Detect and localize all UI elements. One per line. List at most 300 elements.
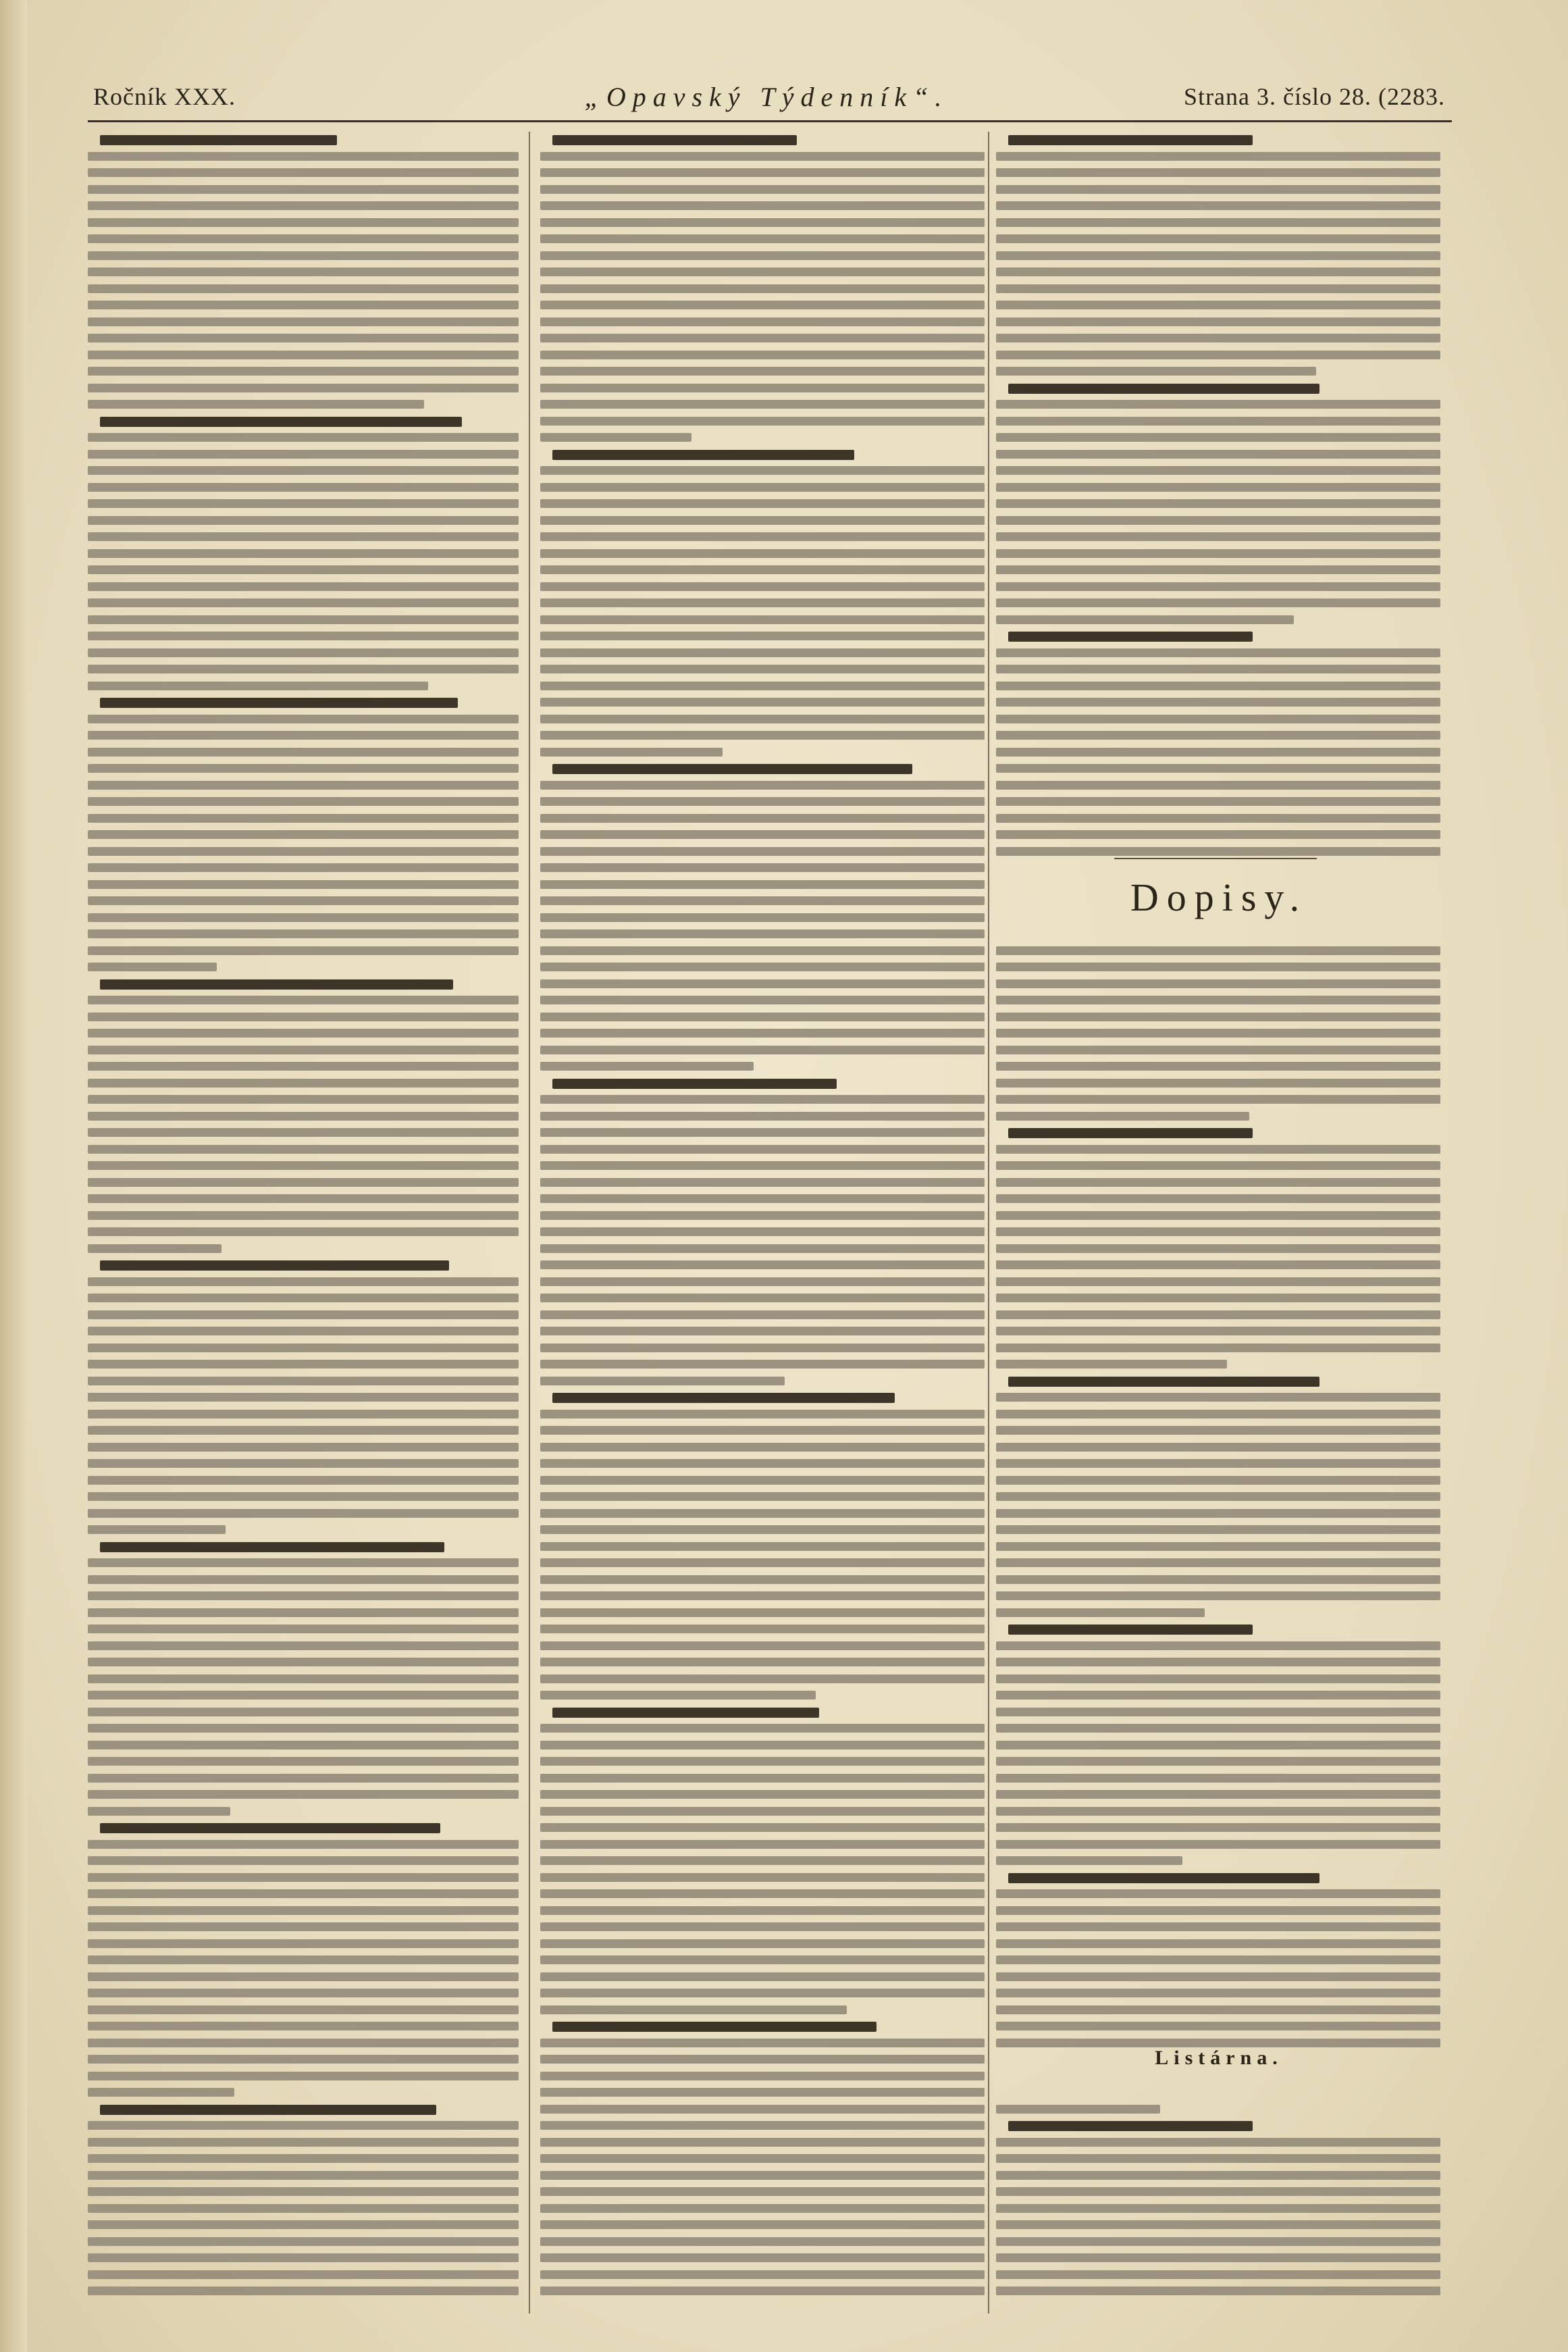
- text-line: [540, 2171, 985, 2180]
- text-line: [996, 2005, 1440, 2014]
- article-heading-line: [552, 2022, 877, 2032]
- text-line: [996, 847, 1440, 856]
- text-line: [540, 1443, 985, 1452]
- text-line: [88, 1691, 519, 1699]
- text-line: [996, 400, 1440, 409]
- text-line: [88, 1128, 519, 1137]
- text-line: [540, 598, 985, 607]
- volume-label: Ročník XXX.: [93, 83, 236, 110]
- text-line: [540, 1509, 985, 1518]
- text-line: [996, 2187, 1440, 2196]
- text-line: [996, 1757, 1440, 1766]
- text-line: [540, 2005, 847, 2014]
- text-line: [996, 1708, 1440, 1716]
- text-line: [88, 1906, 519, 1915]
- text-line: [540, 1410, 985, 1418]
- text-line: [540, 665, 985, 673]
- text-line: [88, 549, 519, 558]
- text-line: [540, 301, 985, 309]
- text-line: [996, 1641, 1440, 1650]
- text-line: [88, 1227, 519, 1236]
- text-line: [88, 1774, 519, 1783]
- text-line: [540, 1145, 985, 1154]
- text-line: [540, 1823, 985, 1832]
- text-line: [88, 1757, 519, 1766]
- article-heading-line: [552, 450, 854, 460]
- text-line: [88, 1989, 519, 1997]
- text-line: [88, 532, 519, 541]
- text-line: [996, 582, 1440, 591]
- text-line: [996, 1013, 1440, 1021]
- text-line: [540, 963, 985, 971]
- text-line: [88, 400, 424, 409]
- text-line: [88, 963, 217, 971]
- text-line: [88, 814, 519, 823]
- text-line: [540, 234, 985, 243]
- text-line: [540, 516, 985, 525]
- text-line: [996, 483, 1440, 492]
- text-line: [996, 2270, 1440, 2279]
- text-line: [88, 1790, 519, 1799]
- text-line: [540, 880, 985, 889]
- text-line: [540, 1691, 816, 1699]
- text-line: [996, 1840, 1440, 1849]
- text-line: [996, 267, 1440, 276]
- text-line: [88, 2204, 519, 2213]
- text-line: [540, 2105, 985, 2114]
- text-line: [996, 1741, 1440, 1749]
- text-line: [88, 896, 519, 905]
- text-line: [996, 764, 1440, 773]
- text-line: [540, 1525, 985, 1534]
- text-line: [996, 748, 1440, 757]
- text-line: [88, 2171, 519, 2180]
- text-column-2: [540, 132, 986, 2300]
- article-heading-line: [1008, 1128, 1253, 1138]
- text-line: [88, 1211, 519, 1220]
- text-line: [540, 2270, 985, 2279]
- text-line: [88, 1492, 519, 1501]
- text-line: [88, 2055, 519, 2064]
- text-line: [540, 1227, 985, 1236]
- text-line: [88, 781, 519, 790]
- text-line: [88, 797, 519, 806]
- text-line: [540, 218, 985, 227]
- text-line: [996, 1260, 1440, 1269]
- text-line: [88, 1922, 519, 1931]
- text-line: [540, 1889, 985, 1898]
- text-line: [996, 2105, 1160, 2114]
- text-line: [88, 1509, 519, 1518]
- text-line: [540, 1774, 985, 1783]
- text-line: [996, 996, 1440, 1004]
- text-line: [88, 1840, 519, 1849]
- text-line: [996, 1344, 1440, 1352]
- text-line: [88, 1641, 519, 1650]
- text-line: [88, 516, 519, 525]
- text-line: [996, 1906, 1440, 1915]
- text-line: [540, 2286, 985, 2295]
- text-line: [996, 946, 1440, 955]
- text-line: [540, 1741, 985, 1749]
- text-line: [88, 1145, 519, 1154]
- text-line: [540, 1955, 985, 1964]
- text-line: [88, 1046, 519, 1054]
- text-line: [996, 1591, 1440, 1600]
- text-line: [996, 2022, 1440, 2030]
- text-line: [88, 1310, 519, 1319]
- text-line: [540, 847, 985, 856]
- text-line: [88, 1327, 519, 1335]
- text-line: [540, 1591, 985, 1600]
- text-line: [996, 1095, 1440, 1104]
- text-line: [88, 1426, 519, 1435]
- text-line: [540, 814, 985, 823]
- text-line: [540, 1327, 985, 1335]
- text-line: [540, 351, 985, 359]
- text-line: [996, 731, 1440, 740]
- text-line: [88, 1674, 519, 1683]
- text-line: [540, 1972, 985, 1981]
- text-line: [88, 334, 519, 342]
- text-line: [996, 615, 1294, 624]
- text-line: [996, 1889, 1440, 1898]
- text-line: [540, 1377, 785, 1385]
- text-line: [540, 715, 985, 723]
- text-line: [88, 1079, 519, 1088]
- text-line: [540, 1856, 985, 1865]
- text-line: [88, 1724, 519, 1733]
- text-line: [540, 417, 985, 426]
- text-line: [88, 367, 519, 376]
- text-line: [88, 185, 519, 194]
- text-line: [540, 2138, 985, 2147]
- text-line: [996, 1691, 1440, 1699]
- text-line: [88, 1344, 519, 1352]
- text-line: [540, 334, 985, 342]
- text-line: [88, 1410, 519, 1418]
- text-line: [540, 466, 985, 475]
- text-line: [540, 1459, 985, 1468]
- text-line: [996, 1277, 1440, 1286]
- article-heading-line: [552, 764, 912, 774]
- text-line: [996, 1955, 1440, 1964]
- text-line: [88, 1955, 519, 1964]
- text-line: [540, 1260, 985, 1269]
- text-line: [996, 466, 1440, 475]
- text-line: [996, 1244, 1440, 1253]
- text-line: [540, 565, 985, 574]
- text-line: [540, 2154, 985, 2163]
- text-line: [996, 284, 1440, 293]
- text-line: [540, 1625, 985, 1633]
- text-line: [88, 565, 519, 574]
- text-line: [88, 1112, 519, 1121]
- text-line: [540, 384, 985, 392]
- text-line: [540, 1989, 985, 1997]
- text-line: [88, 1558, 519, 1567]
- text-line: [996, 450, 1440, 459]
- text-line: [540, 1807, 985, 1816]
- text-line: [540, 400, 985, 409]
- text-line: [996, 234, 1440, 243]
- text-line: [88, 2154, 519, 2163]
- text-line: [996, 830, 1440, 839]
- text-line: [540, 549, 985, 558]
- text-line: [540, 731, 985, 740]
- text-line: [88, 731, 519, 740]
- text-line: [88, 715, 519, 723]
- text-line: [540, 267, 985, 276]
- text-line: [88, 2286, 519, 2295]
- text-line: [540, 996, 985, 1004]
- text-line: [996, 168, 1440, 177]
- text-line: [996, 1939, 1440, 1948]
- text-line: [996, 1823, 1440, 1832]
- text-line: [88, 1393, 519, 1402]
- text-line: [88, 2022, 519, 2030]
- text-line: [540, 317, 985, 326]
- text-line: [996, 1161, 1440, 1170]
- text-line: [540, 1790, 985, 1799]
- text-line: [88, 284, 519, 293]
- text-line: [996, 1426, 1440, 1435]
- text-line: [996, 781, 1440, 790]
- header-rule: [88, 120, 1452, 122]
- text-line: [88, 351, 519, 359]
- text-line: [996, 1476, 1440, 1485]
- text-column-3: [996, 132, 1442, 2300]
- text-line: [996, 1509, 1440, 1518]
- article-heading-line: [1008, 1873, 1319, 1883]
- text-line: [540, 185, 985, 194]
- text-line: [540, 896, 985, 905]
- text-line: [540, 1029, 985, 1038]
- text-line: [88, 929, 519, 938]
- text-line: [996, 682, 1440, 690]
- article-heading-line: [1008, 2121, 1253, 2131]
- page-number: Strana 3. číslo 28. (2283.: [1184, 83, 1445, 110]
- text-line: [996, 665, 1440, 673]
- text-line: [540, 1641, 985, 1650]
- text-line: [540, 2072, 985, 2080]
- text-line: [88, 2138, 519, 2147]
- text-line: [996, 1790, 1440, 1799]
- text-line: [540, 1128, 985, 1137]
- text-line: [540, 2187, 985, 2196]
- text-line: [996, 1310, 1440, 1319]
- text-line: [88, 996, 519, 1004]
- article-heading-line: [552, 1079, 837, 1089]
- text-line: [996, 814, 1440, 823]
- text-line: [996, 549, 1440, 558]
- text-line: [88, 632, 519, 640]
- text-line: [540, 499, 985, 508]
- text-line: [88, 317, 519, 326]
- page-edge: [0, 0, 27, 2352]
- text-line: [88, 1095, 519, 1104]
- text-line: [996, 1542, 1440, 1551]
- text-line: [540, 1046, 985, 1054]
- text-line: [540, 1294, 985, 1302]
- text-line: [88, 218, 519, 227]
- text-line: [996, 417, 1440, 426]
- text-line: [88, 2005, 519, 2014]
- text-line: [540, 946, 985, 955]
- text-line: [88, 1178, 519, 1187]
- text-line: [540, 1244, 985, 1253]
- text-line: [88, 648, 519, 657]
- section-rule: [1114, 858, 1317, 859]
- text-line: [540, 1724, 985, 1733]
- article-heading-line: [100, 1823, 440, 1833]
- text-line: [996, 152, 1440, 161]
- text-line: [88, 1161, 519, 1170]
- text-line: [88, 1360, 519, 1369]
- text-line: [996, 2220, 1440, 2229]
- text-line: [996, 1227, 1440, 1236]
- text-line: [996, 1972, 1440, 1981]
- text-line: [996, 1294, 1440, 1302]
- text-line: [88, 665, 519, 673]
- text-line: [540, 1013, 985, 1021]
- text-line: [996, 351, 1440, 359]
- text-line: [996, 797, 1440, 806]
- text-line: [996, 251, 1440, 260]
- text-line: [540, 433, 691, 442]
- text-line: [996, 1856, 1182, 1865]
- text-line: [88, 2072, 519, 2080]
- text-line: [540, 2253, 985, 2262]
- text-line: [996, 499, 1440, 508]
- text-line: [88, 168, 519, 177]
- text-line: [88, 483, 519, 492]
- text-line: [540, 781, 985, 790]
- text-line: [88, 1625, 519, 1633]
- text-line: [540, 1608, 985, 1617]
- text-line: [88, 2088, 234, 2097]
- text-line: [540, 1178, 985, 1187]
- text-line: [540, 251, 985, 260]
- text-line: [88, 1244, 221, 1253]
- text-line: [996, 1178, 1440, 1187]
- section-title: Dopisy.: [1130, 875, 1308, 919]
- text-line: [88, 2121, 519, 2130]
- text-line: [88, 1194, 519, 1203]
- text-line: [540, 1492, 985, 1501]
- text-line: [540, 830, 985, 839]
- text-line: [540, 1161, 985, 1170]
- text-line: [540, 1575, 985, 1584]
- text-line: [996, 2204, 1440, 2213]
- text-line: [88, 152, 519, 161]
- text-line: [996, 1360, 1227, 1369]
- text-line: [996, 1558, 1440, 1567]
- text-line: [88, 201, 519, 210]
- text-line: [540, 2204, 985, 2213]
- text-line: [540, 1757, 985, 1766]
- text-line: [88, 1294, 519, 1302]
- listarna-title: Listárna.: [1155, 2047, 1283, 2069]
- text-line: [540, 2220, 985, 2229]
- text-line: [88, 1741, 519, 1749]
- text-line: [996, 1724, 1440, 1733]
- text-line: [88, 2187, 519, 2196]
- text-line: [996, 2154, 1440, 2163]
- text-line: [88, 1972, 519, 1981]
- text-line: [88, 1708, 519, 1716]
- text-line: [88, 1658, 519, 1666]
- text-line: [996, 1443, 1440, 1452]
- text-line: [540, 1344, 985, 1352]
- text-line: [996, 1194, 1440, 1203]
- text-line: [540, 698, 985, 707]
- text-line: [540, 1310, 985, 1319]
- text-line: [996, 2286, 1440, 2295]
- text-line: [88, 2253, 519, 2262]
- text-line: [996, 1807, 1440, 1816]
- text-line: [88, 1591, 519, 1600]
- article-heading-line: [100, 135, 337, 145]
- text-line: [996, 2171, 1440, 2180]
- text-line: [996, 433, 1440, 442]
- text-line: [540, 1939, 985, 1948]
- article-heading-line: [1008, 1625, 1253, 1635]
- article-heading-line: [552, 135, 797, 145]
- text-line: [88, 1873, 519, 1882]
- text-line: [540, 682, 985, 690]
- text-line: [996, 1525, 1440, 1534]
- text-line: [540, 532, 985, 541]
- text-line: [996, 301, 1440, 309]
- text-line: [540, 1922, 985, 1931]
- text-line: [88, 1459, 519, 1468]
- text-line: [996, 1575, 1440, 1584]
- text-line: [88, 1608, 519, 1617]
- text-line: [88, 1575, 519, 1584]
- text-line: [996, 2237, 1440, 2246]
- text-line: [88, 1476, 519, 1485]
- text-line: [996, 1459, 1440, 1468]
- text-column-1: [88, 132, 520, 2300]
- text-line: [540, 582, 985, 591]
- text-line: [540, 632, 985, 640]
- text-line: [540, 979, 985, 988]
- text-line: [88, 682, 428, 690]
- column-divider: [988, 132, 989, 2313]
- text-line: [88, 1062, 519, 1071]
- text-line: [996, 1062, 1440, 1071]
- text-line: [996, 715, 1440, 723]
- text-line: [540, 483, 985, 492]
- text-line: [88, 384, 519, 392]
- text-line: [996, 532, 1440, 541]
- text-line: [540, 1476, 985, 1485]
- text-line: [996, 1674, 1440, 1683]
- page-header: [88, 80, 1445, 113]
- text-line: [540, 648, 985, 657]
- text-line: [996, 516, 1440, 525]
- text-line: [996, 1145, 1440, 1154]
- text-line: [88, 1807, 230, 1816]
- text-line: [88, 433, 519, 442]
- text-line: [88, 1889, 519, 1898]
- text-line: [996, 334, 1440, 342]
- text-line: [540, 1277, 985, 1286]
- text-line: [88, 598, 519, 607]
- text-line: [540, 1194, 985, 1203]
- article-heading-line: [552, 1393, 895, 1403]
